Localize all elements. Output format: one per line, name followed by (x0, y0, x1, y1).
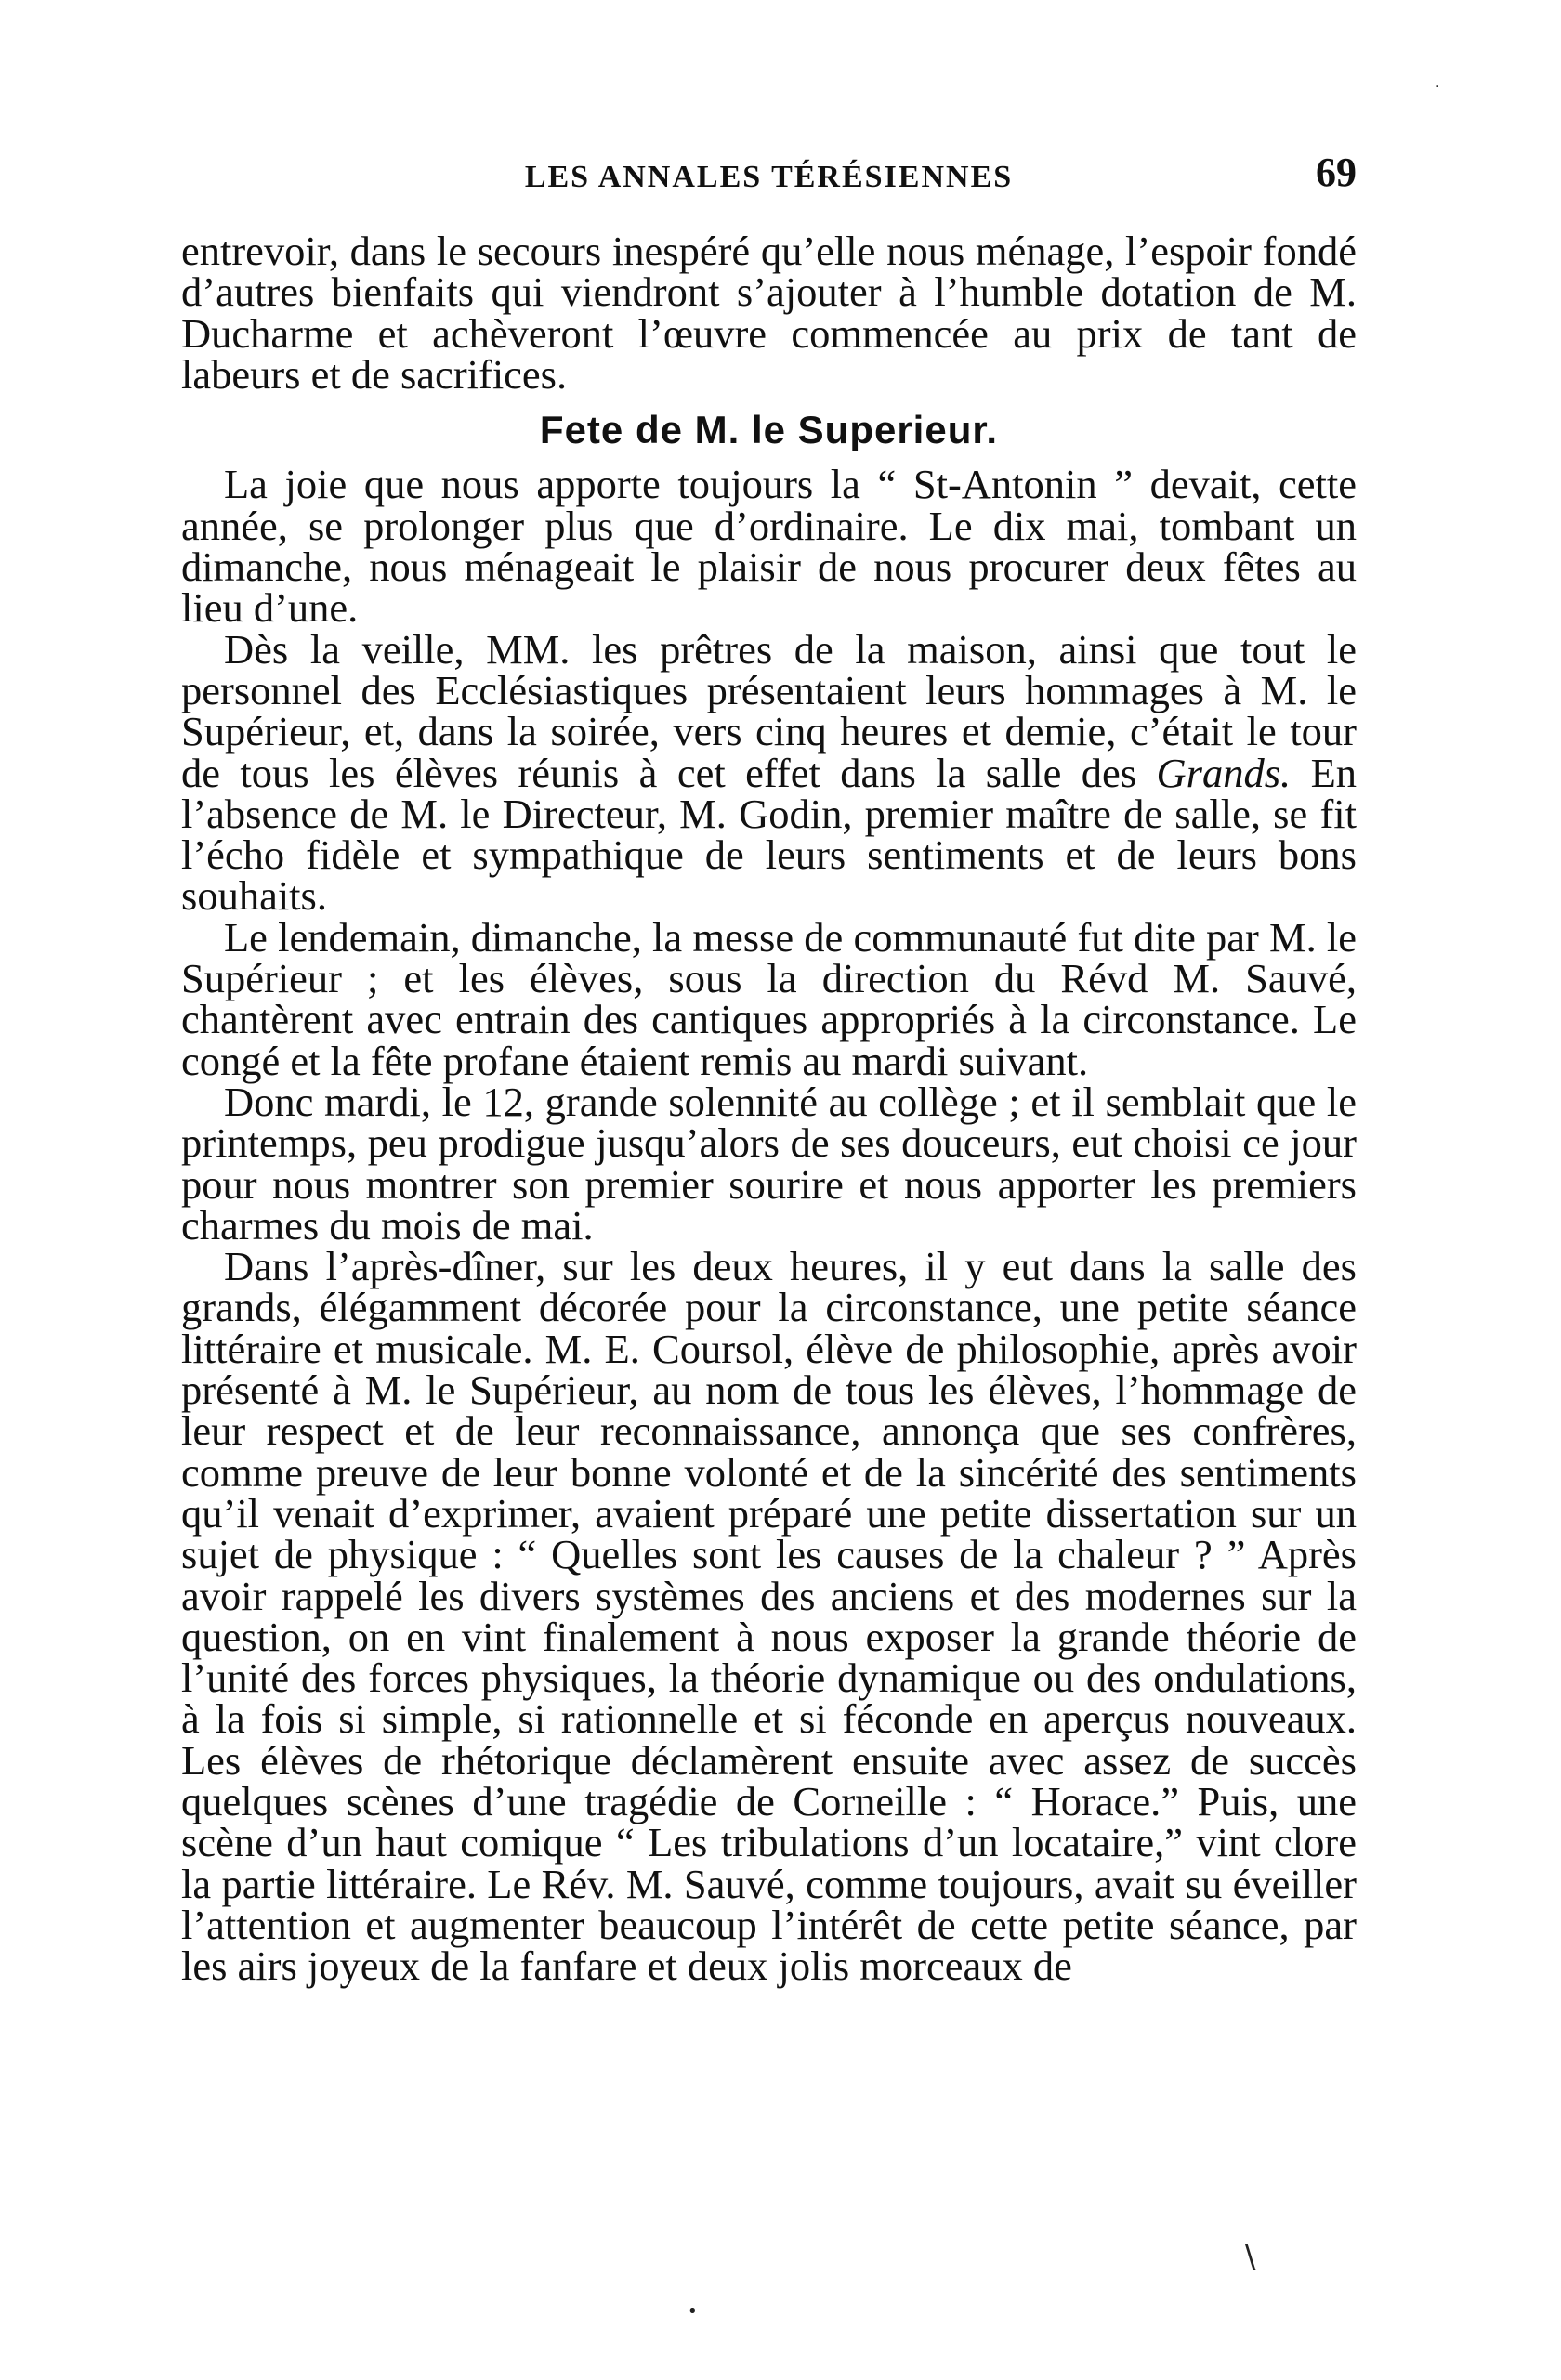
running-title: LES ANNALES TÉRÉSIENNES (524, 160, 1014, 194)
running-header (181, 149, 1357, 204)
paragraph: Dans l’après-dîner, sur les deux heures, il y eut dans la salle des grands, élégamment décorée pour la circonstance, une petite séance littéraire et musicale. M. E. Coursol, élève de philosophie, après avoir présenté à M. le Supérieur, au nom de tous les élèves, l’hommage de leur respect et de leur reconnaissance, annonça que ses confrères, comme preuve de leur bonne volonté et de la sincérité des sentiments qu’il venait d’exprimer, avaient préparé une petite dissertation sur un sujet de physique : “ Quelles sont les causes de la chaleur ? ” Après avoir rappelé les divers systèmes des anciens et des modernes sur la question, on en vint finalement à nous exposer la grande théorie de l’unité des forces physiques, la théorie dynamique ou des ondulations, à la fois si simple, si rationnelle et si féconde en aperçus nouveaux. Les élèves de rhétorique déclamèrent ensuite avec assez de succès quelques scènes d’une tragédie de Corneille : “ Horace.” Puis, une scène d’un haut comique “ Les tribulations d’un locataire,” vint clore la partie littéraire. Le Rév. M. Sauvé, comme toujours, avait su éveiller l’attention et augmenter beaucoup l’intérêt de cette petite séance, par les airs joyeux de la fanfare et deux jolis morceaux de (181, 1243, 1357, 1990)
page-number: 69 (1316, 150, 1357, 195)
paragraph-text: Dès la veille, MM. les prêtres de la maison, ainsi que tout le personnel des Ecclésiastiques présentaient leurs hommages à M. le Supérieur, et, dans la soirée, vers cinq heures et demie, c’était le tour de tous les élèves réunis à cet effet dans la salle des (181, 625, 1357, 796)
body-text (181, 228, 1357, 1990)
paragraph: Donc mardi, le 12, grande solennité au collège ; et il semblait que le printemps, peu prodigue jusqu’alors de ses douceurs, eut choisi ce jour pour nous montrer son premier sourire et nous apporter les premiers charmes du mois de mai. (181, 1078, 1357, 1249)
paragraph-continuation: entrevoir, dans le secours inespéré qu’elle nous ménage, l’espoir fondé d’autres bienfaits qui viendront s’ajouter à l’humble dotation de M. Ducharme et achèveront l’œuvre commencée au prix de tant de labeurs et de sacrifices. (181, 228, 1357, 398)
paragraph: La joie que nous apporte toujours la “ St-Antonin ” devait, cette année, se prolonger plus que d’ordinaire. Le dix mai, tombant un dimanche, nous ménageait le plaisir de nous procurer deux fêtes au lieu d’une. (181, 461, 1357, 632)
italic-text: Grands. (1156, 749, 1292, 796)
section-heading: Fete de M. le Superieur. (539, 408, 999, 452)
paragraph: Le lendemain, dimanche, la messe de communauté fut dite par M. le Supérieur ; et les élèves, sous la direction du Révd M. Sauvé, chantèrent avec entrain des cantiques appropriés à la circonstance. Le congé et la fête profane étaient remis au mardi suivant. (181, 913, 1357, 1084)
stray-mark: • (688, 2302, 698, 2321)
paragraph-text: En l’absence de M. le Directeur, M. Godin, premier maître de salle, se fit l’écho fidèle et sympathique de leurs sentiments et de leurs bons souhaits. (181, 749, 1357, 920)
stray-mark: · (1436, 80, 1440, 95)
stray-mark: \ (1245, 2239, 1256, 2276)
paragraph (181, 625, 1357, 920)
